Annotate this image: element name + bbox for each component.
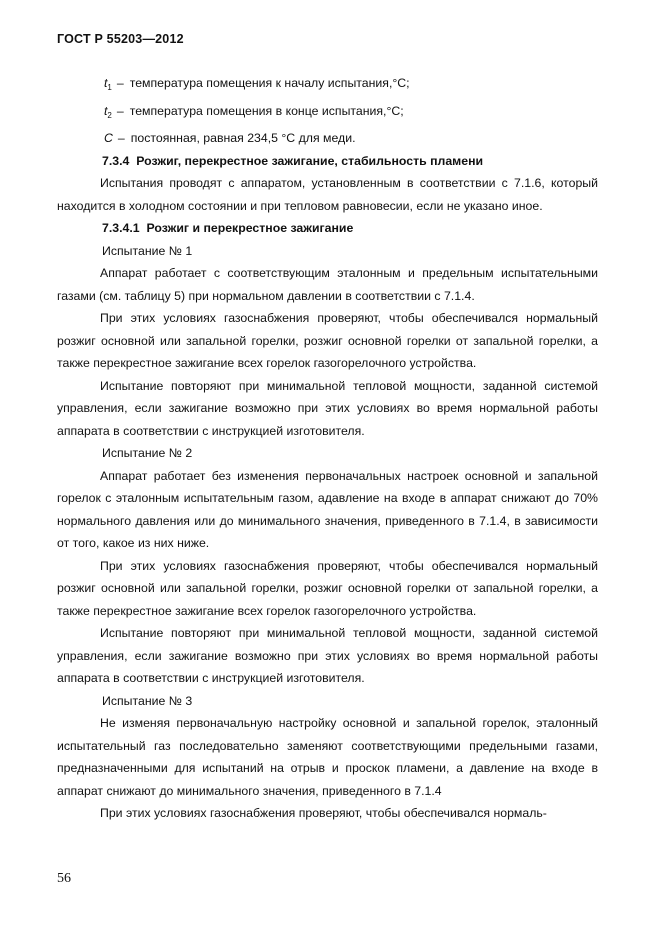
- definition-t2: $t_2$ – температура помещения в конце испытания,°С;: [104, 103, 404, 120]
- section-title: Розжиг и перекрестное зажигание: [146, 221, 354, 235]
- section-heading-7-3-4-1: [102, 217, 598, 240]
- definition-text: температура помещения к началу испытания,°С;: [129, 76, 410, 90]
- definition-t1: $t_1$ – температура помещения к началу испытания,°С;: [104, 76, 410, 92]
- section-intro: Испытания проводят с аппаратом, установленным в соответствии с 7.1.6, который находится в холодном состоянии и при тепловом равновесии, если не указано иное.: [57, 176, 598, 213]
- test-3-label: Испытание № 3: [102, 693, 193, 708]
- definition-text: постоянная, равная 234,5 °С для меди.: [130, 131, 356, 145]
- test-1-paragraph: При этих условиях газоснабжения проверяют, чтобы обеспечивался нормальный розжиг основной или запальной горелки, розжиг основной горелки от запальной горелки, а также перекрестное зажигание всех горелок газогорелочного устройства.: [57, 311, 598, 370]
- test-2-paragraph: При этих условиях газоснабжения проверяют, чтобы обеспечивался нормальный розжиг основной или запальной горелки, розжиг основной горелки от запальной горелки, а также перекрестное зажигание всех горелок газогорелочного устройства.: [57, 558, 598, 618]
- section-number: 7.3.4.1: [102, 221, 140, 235]
- page-number: 56: [57, 871, 71, 886]
- test-2-paragraph: Аппарат работает без изменения первоначальных настроек основной и запальной горелок с эталонным испытательным газом, адавление на входе в аппарат снижают до 70% нормального давления или до минимального значения, приведенного в 7.1.4, в зависимости от того, какое из них ниже.: [57, 468, 598, 550]
- test-3-paragraph: При этих условиях газоснабжения проверяют, чтобы обеспечивался нормаль-: [100, 806, 547, 820]
- section-title: Розжиг, перекрестное зажигание, стабильность пламени: [136, 153, 484, 168]
- document-header: ГОСТ Р 55203—2012: [57, 32, 184, 46]
- test-1-paragraph: Аппарат работает с соответствующим эталонным и предельным испытательными газами (см. таблицу 5) при нормальном давлении в соответствии с 7.1.4.: [57, 266, 598, 303]
- section-number: 7.3.4: [102, 153, 130, 168]
- page-body: [57, 72, 598, 825]
- test-1-label: Испытание № 1: [102, 243, 193, 258]
- test-3-paragraph: Не изменяя первоначальную настройку основной и запальной горелок, эталонный испытательный газ последовательно заменяют соответствующими предельными газами, предназначенными для испытаний на отрыв и проскок пламени, а давление на входе в аппарат снижают до минимального значения, приведенного в 7.1.4: [57, 716, 598, 798]
- definition-c: C – постоянная, равная 234,5 °С для меди.: [104, 131, 356, 145]
- test-2-label: Испытание № 2: [102, 446, 193, 460]
- section-heading-7-3-4: [102, 150, 598, 173]
- definition-symbol: C: [104, 131, 113, 145]
- test-1-paragraph: Испытание повторяют при минимальной тепловой мощности, заданной системой управления, если зажигание возможно при этих условиях во время нормальной работы аппарата в соответствии с инструкцией изготовителя.: [57, 378, 598, 438]
- definitions-list: [104, 72, 598, 150]
- test-2-paragraph: Испытание повторяют при минимальной тепловой мощности, заданной системой управления, если зажигание возможно при этих условиях во время нормальной работы аппарата в соответствии с инструкцией изготовителя.: [57, 626, 598, 685]
- definition-text: температура помещения в конце испытания,°С;: [129, 103, 404, 118]
- definition-symbol: $t_2$: [104, 103, 112, 120]
- definition-symbol: $t_1$: [104, 76, 112, 92]
